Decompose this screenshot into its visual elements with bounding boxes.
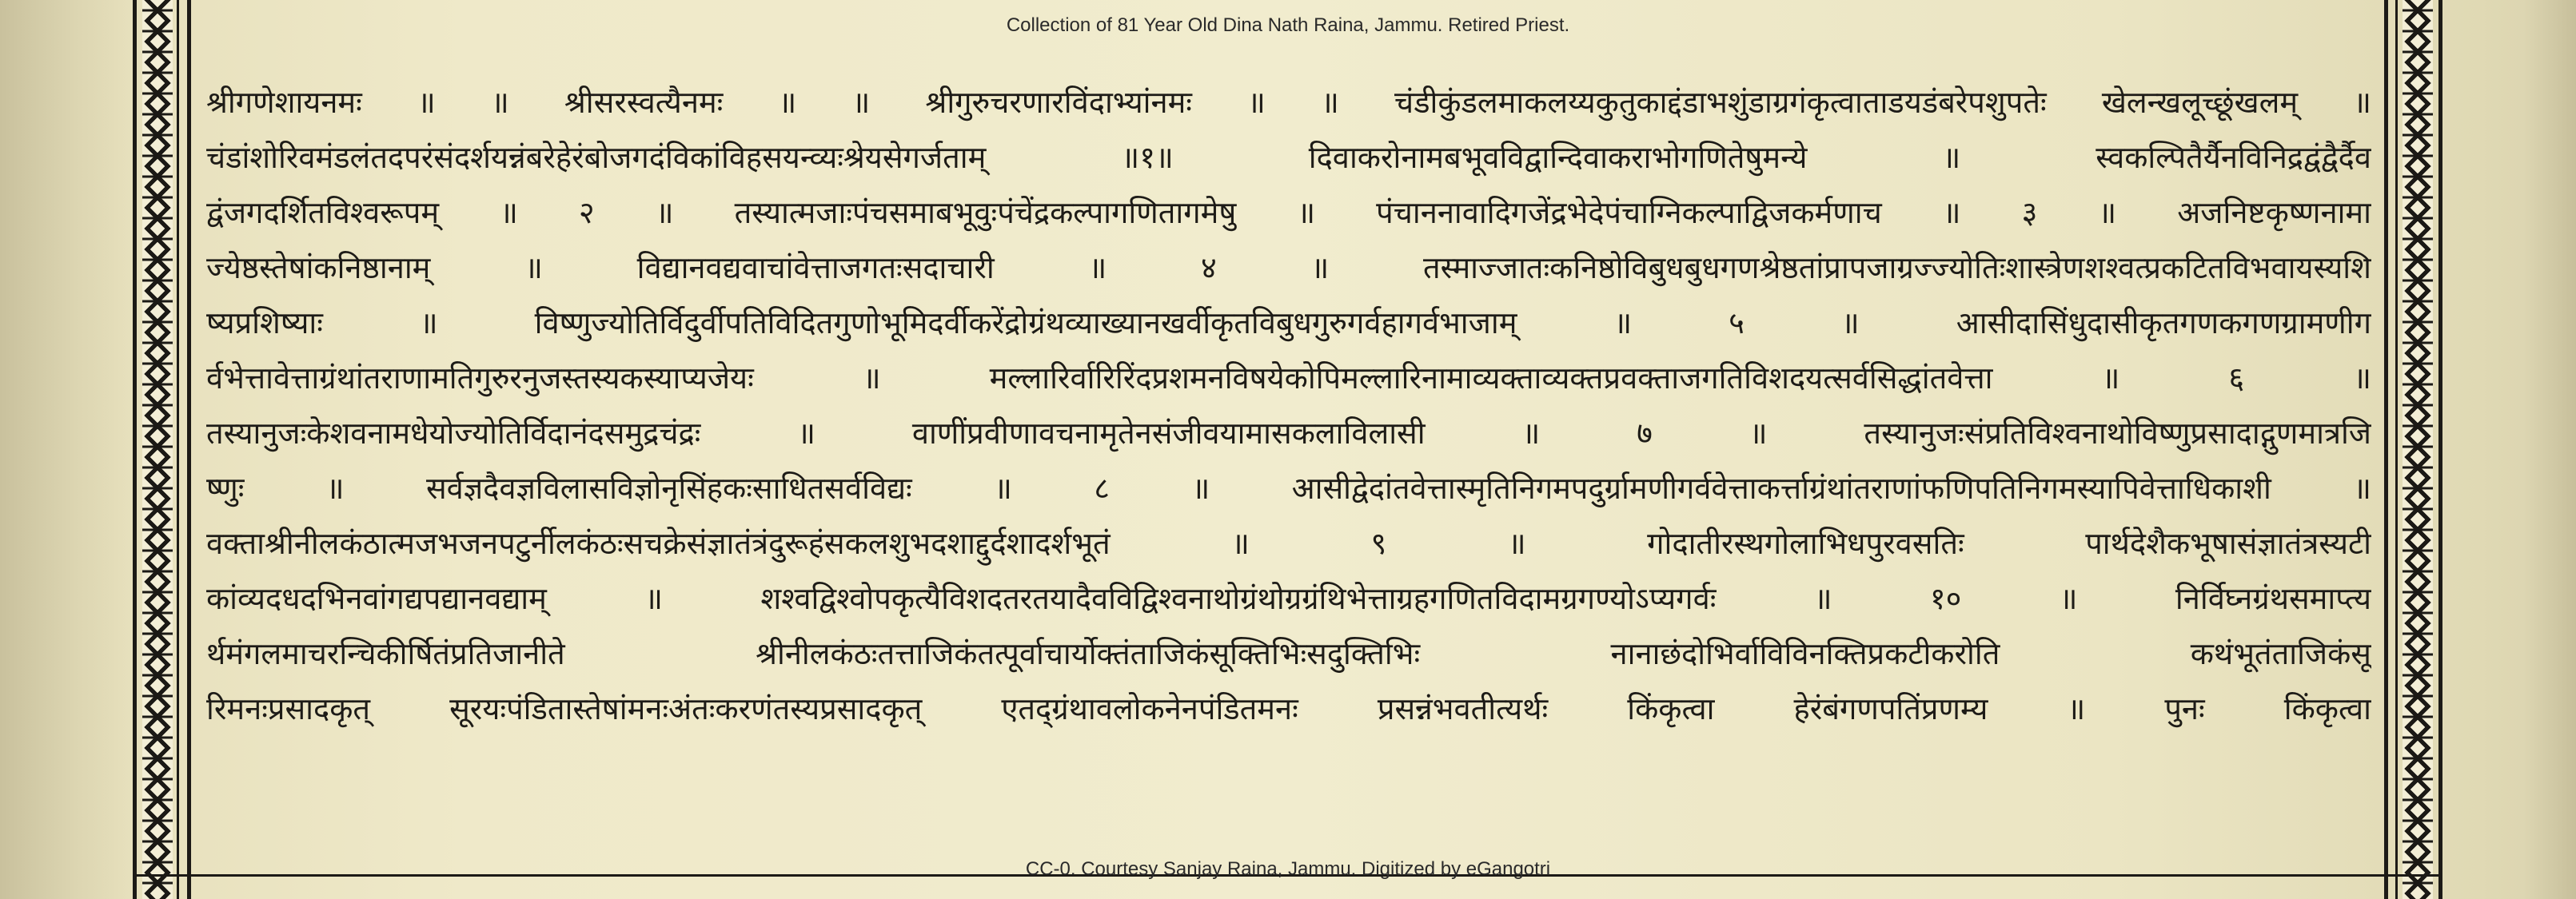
- digitization-credit-note: CC-0. Courtesy Sanjay Raina, Jammu. Digitized by eGangotri: [1025, 858, 1551, 880]
- text-line: र्थमंगलमाचरन्चिकीर्षितंप्रतिजानीते श्रीनीलकंठःतत्ताजिकंतत्पूर्वाचार्योक्तंताजिकंसूक्तिभिःसदुक्तिभिः नानाछंदोभिर्वाविविनक्तिप्रकटीकरोति कथंभूतंताजिकंसू: [206, 636, 2371, 671]
- text-line: ष्णुः ॥ सर्वज्ञदैवज्ञविलासविज्ञोनृसिंहकःसाधितसर्वविद्यः ॥ ८ ॥ आसीद्वेदांतवेत्तास्मृतिनिगमपदुर्ग्रामणीगर्ववेत्ताकर्त्ताग्रंथांतराणांफणिपतिनिगमस्यापिवेत्ताधिकाशी ॥: [206, 471, 2371, 506]
- left-inner-rule: [177, 0, 179, 899]
- text-line: ष्यप्रशिष्याः ॥ विष्णुज्योतिर्विदुर्वीपतिविदितगुणोभूमिदर्वीकरेंद्रोग्रंथव्याख्यानखर्वीकृतविबुधगुरुगर्वहागर्वभाजाम् ॥ ५ ॥ आसीदासिंधुदासीकृतगणकगणग्रामणीग: [206, 305, 2371, 340]
- text-line: ज्येष्ठस्तेषांकनिष्ठानाम् ॥ विद्यानवद्यवाचांवेत्ताजगतःसदाचारी ॥ ४ ॥ तस्माज्जातःकनिष्ठोविबुधबुधगणश्रेष्ठतांप्रापजाग्रज्ज्योतिःशास्त्रेणशश्वत्प्रकटितविभवायस्यशि: [206, 250, 2371, 285]
- page-edge-shadow-right: [2480, 0, 2576, 899]
- left-inner-rule-2: [187, 0, 191, 899]
- right-outer-rule: [2438, 0, 2442, 899]
- text-line: रिमनःप्रसादकृत् सूरयःपंडितास्तेषांमनःअंतःकरणंतस्यप्रसादकृत् एतद्ग्रंथावलोकनेनपंडितमनः प्रसन्नंभवतीत्यर्थः किंकृत्वा हेरंबंगणपतिंप्रणम्य ॥ पुनः किंकृत्वा: [206, 691, 2371, 726]
- collection-header-note: Collection of 81 Year Old Dina Nath Raina, Jammu. Retired Priest.: [1006, 14, 1570, 36]
- right-inner-rule-2: [2384, 0, 2388, 899]
- text-line: तस्यानुजःकेशवनामधेयोज्योतिर्विदानंदसमुद्रचंद्रः ॥ वाणींप्रवीणावचनामृतेनसंजीवयामासकलाविलासी ॥ ७ ॥ तस्यानुजःसंप्रतिविश्वनाथोविष्णुप्रसादाद्गुणमात्रजि: [206, 416, 2371, 451]
- text-line: वक्ताश्रीनीलकंठात्मजभजनपटुर्नीलकंठःसचक्रेसंज्ञातंत्रंदुरूहंसकलशुभदशाद्दुर्दशादर्शभूतं ॥ ९ ॥ गोदातीरस्थगोलाभिधपुरवसतिः पार्थदेशैकभूषासंज्ञातंत्रस्यटी: [206, 526, 2371, 561]
- text-line: र्वभेत्तावेत्ताग्रंथांतराणामतिगुरुरनुजस्तस्यकस्याप्यजेयः ॥ मल्लारिर्वारिरिंदप्रशमनविषयेकोपिमल्लारिनामाव्यक्ताव्यक्तप्रवक्ताजगतिविशदयत्सर्वसिद्धांतवेत्ता ॥ ६ ॥: [206, 360, 2371, 396]
- text-line: कांव्यदधदभिनवांगद्यपद्यानवद्याम् ॥ शश्वद्विश्वोपकृत्यैविशदतरतयादैवविद्विश्वनाथोग्रंथोग्रग्रंथिभेत्ताग्रहगणितविदामग्रगण्योऽप्यगर्वः ॥ १० ॥ निर्विघ्नग्रंथसमाप्त्य: [206, 581, 2371, 616]
- text-line: चंडांशोरिवमंडलंतदपरंसंदर्शयन्नंबरेहेरंबोजगदंविकांविहसयन्व्यःश्रेयसेगर्जताम् ॥१॥ दिवाकरोनामबभूवविद्वान्दिवाकराभोगणितेषुमन्ये ॥ स्वकल्पितैर्यैनविनिद्रद्वंद्वैर्दैव: [206, 140, 2371, 175]
- left-outer-rule: [133, 0, 137, 899]
- right-inner-rule: [2395, 0, 2398, 899]
- text-line: द्वंजगदर्शितविश्वरूपम् ॥ २ ॥ तस्यात्मजाःपंचसमाबभूवुःपंचेंद्रकल्पागणितागमेषु ॥ पंचाननावादिगजेंद्रभेदेपंचाग्निकल्पाद्विजकर्मणाच ॥ ३ ॥ अजनिष्टकृष्णनामा: [206, 195, 2371, 230]
- right-floral-border: [2403, 0, 2433, 899]
- text-line: श्रीगणेशायनमः ॥ ॥ श्रीसरस्वत्यैनमः ॥ ॥ श्रीगुरुचरणारविंदाभ्यांनमः ॥ ॥ चंडीकुंडलमाकलय्यकुतुकाद्दंडाभशुंडाग्रगंकृत्वाताडयडंबरेपशुपतेः खेलन्खलूच्छूंखलम् ॥: [206, 85, 2371, 120]
- sanskrit-text-block: [206, 78, 2371, 790]
- page-edge-shadow-left: [0, 0, 132, 899]
- left-floral-border: [142, 0, 173, 899]
